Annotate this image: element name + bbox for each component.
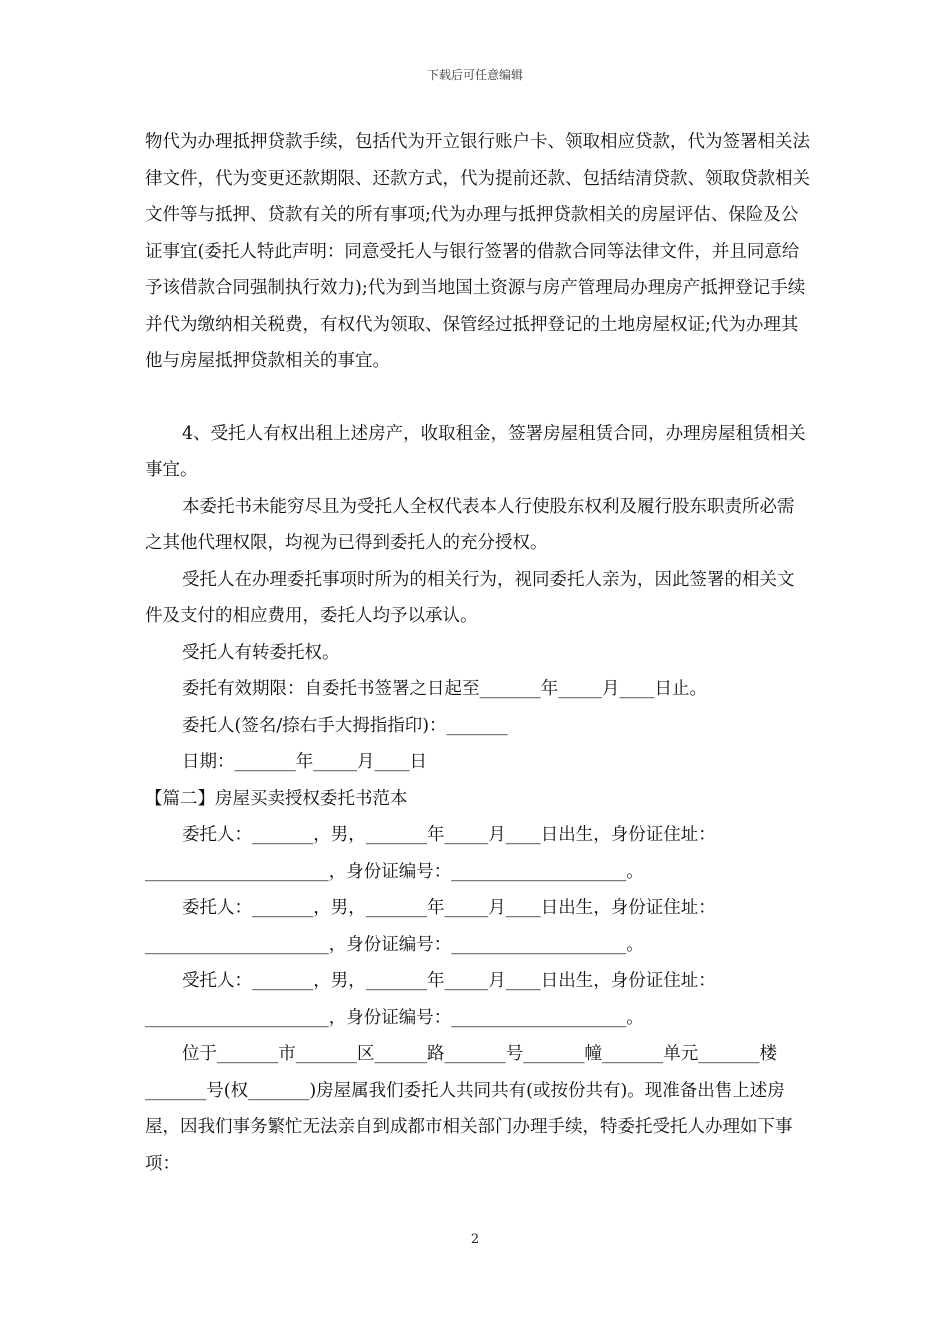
paragraph-subdelegation: 受托人有转委托权。 — [182, 642, 340, 663]
page-number: 2 — [470, 1232, 480, 1247]
paragraph-item-4: 4、受托人有权出租上述房产，收取租金，签署房屋租赁合同，办理房屋租赁相关事宜。 — [145, 423, 806, 480]
paragraph-principal-1: 委托人：_______，男，_______年_____月____日出生，身份证住址：_____________________，身份证编号：____________________。 — [145, 825, 716, 882]
paragraph-validity: 委托有效期限：自委托书签署之日起至_______年_____月____日止。 — [182, 679, 707, 699]
paragraph-date: 日期：_______年_____月____日 — [182, 752, 427, 772]
document-body — [145, 124, 810, 1182]
page-header: 下载后可任意编辑 — [426, 68, 523, 82]
paragraph-principal-2: 委托人：_______，男，_______年_____月____日出生，身份证住址：_____________________，身份证编号：____________________。 — [145, 898, 716, 955]
section-title: 【篇二】房屋买卖授权委托书范本 — [145, 788, 408, 809]
paragraph-property: 位于_______市_______区______路_______号_______幢_______单元_______楼_______号(权_______)房屋属我们委托人共同共有(或按份共有)。现准备出售上述房屋，因我们事务繁忙无法亲自到成都市相关部门办理手续，特委托受托人办理如下事项： — [145, 1044, 793, 1174]
paragraph-gap — [145, 380, 810, 416]
paragraph-continuation: 物代为办理抵押贷款手续，包括代为开立银行账户卡、领取相应贷款，代为签署相关法律文件，代为变更还款期限、还款方式，代为提前还款、包括结清贷款、领取贷款相关文件等与抵押、贷款有关的所有事项;代为办理与抵押贷款相关的房屋评估、保险及公证事宜(委托人特此声明：同意受托人与银行签署的借款合同等法律文件，并且同意给予该借款合同强制执行效力);代为到当地国土资源与房产管理局办理房产抵押登记手续并代为缴纳相关税费，有权代为领取、保管经过抵押登记的土地房屋权证;代为办理其他与房屋抵押贷款相关的事宜。 — [145, 132, 810, 371]
paragraph-authority: 本委托书未能穷尽且为受托人全权代表本人行使股东权利及履行股东职责所必需之其他代理权限，均视为已得到委托人的充分授权。 — [145, 496, 795, 553]
paragraph-acknowledgement: 受托人在办理委托事项时所为的相关行为，视同委托人亲为，因此签署的相关文件及支付的相应费用，委托人均予以承认。 — [145, 569, 795, 626]
paragraph-signature: 委托人(签名/捺右手大拇指指印)：_______ — [182, 715, 508, 736]
paragraph-agent: 受托人：_______，男，_______年_____月____日出生，身份证住址：_____________________，身份证编号：____________________。 — [145, 971, 716, 1028]
